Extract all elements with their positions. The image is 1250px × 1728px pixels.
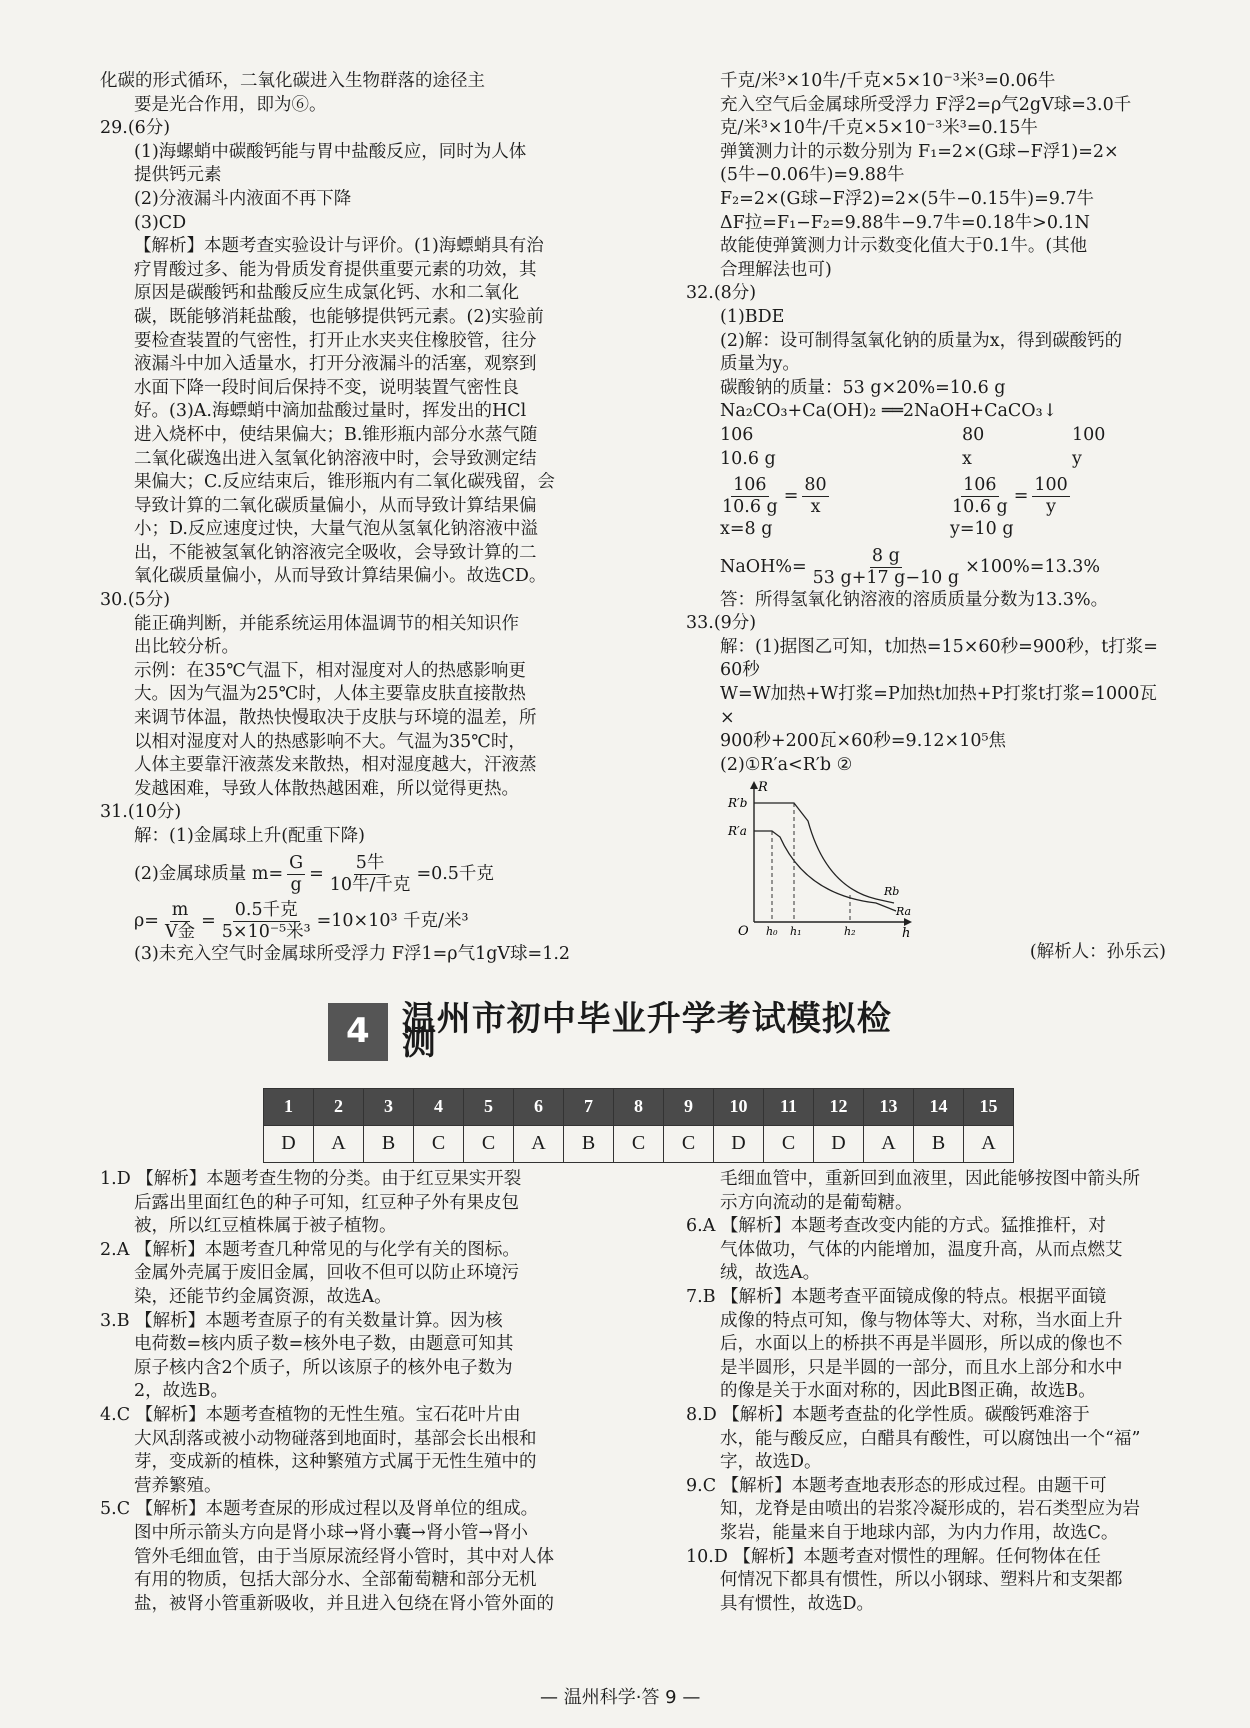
question-number: 13	[864, 1089, 914, 1126]
text-line: (5牛−0.06牛)=9.88牛	[720, 165, 905, 186]
text-line: 要检查装置的气密性，打开止水夹夹住橡胶管，往分	[134, 330, 537, 351]
text-line: 出比较分析。	[134, 637, 239, 658]
text-line: 碳，既能够消耗盐酸，也能够提供钙元素。(2)实验前	[134, 306, 544, 327]
text-line: 具有惯性，故选D。	[720, 1593, 875, 1614]
denominator: 5×10⁻⁵米³	[221, 921, 311, 942]
fraction	[287, 853, 305, 896]
text-line: 电荷数=核内质子数=核外电子数，由题意可知其	[134, 1334, 514, 1355]
ratio-value: 10.6 g	[720, 448, 776, 469]
answer-cell: A	[964, 1126, 1014, 1163]
text-line: 5.C 【解析】本题考查尿的形成过程以及肾单位的组成。	[100, 1499, 539, 1520]
answer-cell: C	[464, 1126, 514, 1163]
text-line: 水，能与酸反应，白醋具有酸性，可以腐蚀出一个“福”	[720, 1428, 1141, 1449]
question-number: 4	[414, 1089, 464, 1126]
question-number: 12	[814, 1089, 864, 1126]
question-number: 5	[464, 1089, 514, 1126]
question-number: 3	[364, 1089, 414, 1126]
text-line: 疗胃酸过多、能为骨质发育提供重要元素的功效，其	[134, 259, 537, 280]
y-axis-label: R	[758, 780, 768, 796]
text-line: 碳酸钠的质量：53 g×20%=10.6 g	[720, 377, 1006, 398]
answer-item	[686, 1168, 1166, 1215]
text-line: 盐，被肾小管重新吸收，并且进入包绕在肾小管外面的	[134, 1593, 554, 1614]
text-line: 6.A 【解析】本题考查改变内能的方式。猛推推杆，对	[686, 1216, 1106, 1237]
x-tick-label: h₀	[766, 925, 778, 938]
answer-cell: A	[864, 1126, 914, 1163]
fraction	[802, 475, 828, 518]
text-line: 以相对湿度对人的热感影响不大。气温为35℃时，	[134, 731, 526, 752]
text-line: 成像的特点可知，像与物体等大、对称，当水面上升	[720, 1310, 1123, 1331]
text-line: 芽，变成新的植株，这种繁殖方式属于无性生殖中的	[134, 1452, 537, 1473]
text-line: 千克/米³×10牛/千克×5×10⁻³米³=0.06牛	[720, 71, 1056, 91]
text-line: 人体主要靠汗液蒸发来散热，相对湿度越大，汗液蒸	[134, 755, 537, 776]
denominator: y	[1046, 497, 1057, 518]
text-line: 克/米³×10牛/千克×5×10⁻³米³=0.15牛	[720, 118, 1038, 139]
q33-head: 33.(9分)	[686, 613, 757, 634]
question-number: 10	[714, 1089, 764, 1126]
left-top-column	[100, 70, 610, 966]
text-line: (2)①R′a<R′b ②	[720, 754, 853, 775]
q31-head: 31.(10分)	[100, 802, 182, 823]
text-line: 解：(1)据图乙可知，t加热=15×60秒=900秒，t打浆=	[720, 636, 1158, 657]
numerator: G	[289, 852, 304, 873]
question-number: 9	[664, 1089, 714, 1126]
text-line: 氧化碳质量偏小，从而导致计算结果偏小。故选CD。	[134, 566, 547, 587]
section-banner	[328, 999, 908, 1063]
fraction	[950, 475, 1010, 518]
answer-cell: A	[514, 1126, 564, 1163]
credit-line: (解析人：孙乐云)	[1029, 942, 1166, 963]
ratio-value: x	[962, 448, 972, 469]
formula-text: ×100%=13.3%	[965, 556, 1101, 577]
text-line: 2.A 【解析】本题考查几种常见的与化学有关的图标。	[100, 1239, 520, 1260]
text-line: 弹簧测力计的示数分别为 F₁=2×(G球−F浮1)=2×	[720, 141, 1119, 162]
numerator: 5牛	[355, 852, 385, 873]
text-line: 900秒+200瓦×60秒=9.12×10⁵焦	[720, 731, 1006, 752]
text-line: (3)未充入空气时金属球所受浮力 F浮1=ρ气1gV球=1.2	[134, 943, 571, 964]
denominator: g	[290, 874, 302, 895]
answer-item	[686, 1215, 1166, 1286]
text-line: 二氧化碳逸出进入氢氧化钠溶液中时，会导致测定结	[134, 448, 537, 469]
q29-answer: (3)CD	[134, 212, 187, 233]
q29-answer: (1)海螺蛸中碳酸钙能与胃中盐酸反应，同时为人体	[134, 141, 527, 162]
text-line: 绒，故选A。	[720, 1263, 821, 1284]
question-number: 1	[264, 1089, 314, 1126]
question-number: 8	[614, 1089, 664, 1126]
text-line: 60秒	[720, 660, 760, 681]
left-bottom-column	[100, 1168, 610, 1616]
text-line: 来调节体温，散热快慢取决于皮肤与环境的温差，所	[134, 708, 537, 729]
q31-body	[100, 825, 610, 966]
text-line: 出，不能被氢氧化钠溶液完全吸收，会导致计算的二	[134, 542, 537, 563]
text-line: 字，故选D。	[720, 1452, 822, 1473]
section-number: 4	[328, 1003, 388, 1061]
result: x=8 g	[720, 519, 773, 540]
text-line: 1.D 【解析】本题考查生物的分类。由于红豆果实开裂	[100, 1169, 522, 1189]
proportion: $\frac{106}{10.6 g}$ = $\frac{100}{y}$	[952, 475, 1068, 518]
q31-continued	[686, 70, 1166, 282]
answer-cell: C	[414, 1126, 464, 1163]
text-line: W=W加热+W打浆=P加热t加热+P打浆t打浆=1000瓦×	[720, 684, 1157, 728]
denominator: 10.6 g	[722, 497, 778, 518]
text-line: 原因是碳酸钙和盐酸反应生成氯化钙、水和二氧化	[134, 283, 519, 304]
ratio-row	[720, 448, 1166, 472]
numerator: 80	[804, 475, 827, 496]
text-line: 好。(3)A.海螵蛸中滴加盐酸过量时，挥发出的HCl	[134, 401, 527, 422]
answer-item	[686, 1546, 1166, 1617]
q29-analysis	[100, 235, 610, 589]
text-line: 3.B 【解析】本题考查原子的有关数量计算。因为核	[100, 1310, 503, 1331]
question-number: 14	[914, 1089, 964, 1126]
text-line: 营养繁殖。	[134, 1475, 222, 1496]
text-line: 8.D 【解析】本题考查盐的化学性质。碳酸钙难溶于	[686, 1404, 1090, 1425]
answer-cell: C	[664, 1126, 714, 1163]
ratio-row	[720, 424, 1166, 448]
fraction	[328, 853, 413, 896]
section-title: 温州市初中毕业升学考试模拟检测	[401, 999, 892, 1063]
text-line: 充入空气后金属球所受浮力 F浮2=ρ气2gV球=3.0千	[720, 94, 1132, 115]
text-line: 被，所以红豆植株属于被子植物。	[134, 1216, 397, 1237]
table-header-row	[264, 1089, 1014, 1126]
text-line: (2)解：设可制得氢氧化钠的质量为x，得到碳酸钙的	[720, 330, 1123, 351]
text-line: 浆岩，能量来自于地球内部，为内力作用，故选C。	[720, 1522, 1119, 1543]
text-line: 【解析】本题考查实验设计与评价。(1)海螵蛸具有治	[134, 236, 544, 257]
result-row	[720, 518, 1166, 542]
text-line: 管外毛细血管，由于当原尿流经肾小管时，其中对人体	[134, 1546, 554, 1567]
text-line: 小；D.反应速度过快，大量气泡从氢氧化钠溶液中溢	[134, 519, 538, 540]
answer-cell: D	[264, 1126, 314, 1163]
text-line: 水面下降一段时间后保持不变，说明装置气密性良	[134, 377, 519, 398]
text-line: ΔF拉=F₁−F₂=9.88牛−9.7牛=0.18牛>0.1N	[720, 212, 1090, 233]
text-line: 能正确判断，并能系统运用体温调节的相关知识作	[134, 613, 519, 634]
fraction	[1032, 475, 1069, 518]
answer-cell: B	[564, 1126, 614, 1163]
text-line: 原子核内含2个质子，所以该原子的核外电子数为	[134, 1357, 513, 1378]
formula-text: =10×10³ 千克/米³	[316, 910, 469, 931]
ratio-value: 80	[962, 424, 985, 445]
text-line: 果偏大；C.反应结束后，锥形瓶内有二氧化碳残留，会	[134, 472, 555, 493]
text-line: 染，还能节约金属资源，故选A。	[134, 1286, 392, 1307]
chemical-equation: Na₂CO₃+Ca(OH)₂ ══2NaOH+CaCO₃↓	[720, 401, 1058, 422]
text-line: 答：所得氢氧化钠溶液的溶质质量分数为13.3%。	[720, 589, 1109, 610]
text-line: 进入烧杯中，使结果偏大；B.锥形瓶内部分水蒸气随	[134, 424, 538, 445]
x-tick-label: h₁	[790, 925, 802, 938]
text-line: 大风刮落或被小动物碰落到地面时，基部会长出根和	[134, 1428, 537, 1449]
denominator: 10.6 g	[952, 497, 1008, 518]
text-line: 气体做功，气体的内能增加，温度升高，从而点燃艾	[720, 1239, 1123, 1260]
text-line: 是半圆形，只是半圆的一部分，而且水上部分和水中	[720, 1357, 1123, 1378]
ratio-value: y	[1072, 448, 1082, 469]
text-line: 后露出里面红色的种子可知，红豆种子外有果皮包	[134, 1192, 519, 1213]
x-tick-label: h₂	[844, 925, 856, 938]
formula-line	[720, 546, 1166, 589]
q29-answer: 提供钙元素	[134, 165, 222, 186]
x-axis-label: h	[902, 926, 911, 938]
text-line: 图中所示箭头方向是肾小球→肾小囊→肾小管→肾小	[134, 1522, 528, 1543]
text-line: 合理解法也可)	[720, 259, 832, 280]
question-number: 15	[964, 1089, 1014, 1126]
text-line: 质量为y。	[720, 354, 800, 375]
q30-head: 30.(5分)	[100, 590, 171, 611]
formula-text: (2)金属球质量 m=	[134, 863, 284, 884]
numerator: 106	[963, 475, 997, 496]
answer-item	[100, 1239, 610, 1310]
denominator: 53 g+17 g−10 g	[812, 567, 960, 588]
numerator: 106	[733, 475, 767, 496]
answer-cell: D	[714, 1126, 764, 1163]
q30-body	[100, 613, 610, 802]
ratio-value: 100	[1072, 424, 1106, 445]
text-line: 发越困难，导致人体散热越困难，所以觉得更热。	[134, 778, 519, 799]
denominator: V金	[164, 921, 196, 942]
text-line: 7.B 【解析】本题考查平面镜成像的特点。根据平面镜	[686, 1286, 1107, 1307]
right-bottom-column	[686, 1168, 1166, 1616]
text-line: 金属外壳属于废旧金属，回收不但可以防止环境污	[134, 1263, 519, 1284]
intro-line: 化碳的形式循环，二氧化碳进入生物群落的途径主	[100, 71, 485, 91]
origin-label: O	[738, 924, 749, 938]
answer-item	[100, 1404, 610, 1498]
numerator: m	[171, 899, 189, 920]
text-line: 液漏斗中加入适量水，打开分液漏斗的活塞，观察到	[134, 354, 537, 375]
answer-item	[100, 1498, 610, 1616]
answer-item	[100, 1168, 610, 1239]
right-top-column	[686, 70, 1166, 965]
proportion: $\frac{106}{10.6 g}$ = $\frac{80}{x}$	[722, 475, 827, 518]
fraction	[811, 546, 961, 589]
formula-line: ρ= $\frac{m}{\text{V金}}$ = $\frac{\text{0.5千克}}{\text{5×10⁻⁵米³}}$ =10×10³ 千克/米³	[134, 899, 469, 942]
numerator: 100	[1034, 475, 1068, 496]
formula-text: NaOH%=	[720, 556, 807, 577]
q32-body	[686, 306, 1166, 612]
text-line: 的像是关于水面对称的，因此B图正确，故选B。	[720, 1381, 1096, 1402]
answer-item	[686, 1286, 1166, 1404]
question-number: 2	[314, 1089, 364, 1126]
intro-line: 要是光合作用，即为⑥。	[134, 94, 327, 115]
text-line: 导致计算的二氧化碳质量偏小，从而导致计算结果偏	[134, 495, 537, 516]
answer-cell: C	[614, 1126, 664, 1163]
answer-cell: D	[814, 1126, 864, 1163]
text-line: (1)BDE	[720, 306, 785, 327]
fraction	[720, 475, 780, 518]
fraction	[220, 900, 313, 943]
answer-cell: B	[914, 1126, 964, 1163]
denominator: x	[810, 497, 821, 518]
curve-rb	[754, 803, 894, 903]
text-line: 2，故选B。	[134, 1381, 228, 1402]
text-line: 9.C 【解析】本题考查地表形态的形成过程。由题干可	[686, 1475, 1107, 1496]
proportion-row	[720, 475, 1166, 518]
answer-cell: A	[314, 1126, 364, 1163]
answer-item	[686, 1404, 1166, 1475]
y-tick-label: R′a	[728, 824, 747, 839]
text-line: 毛细血管中，重新回到血液里，因此能够按图中箭头所	[720, 1169, 1140, 1189]
x-axis-arrow	[904, 918, 912, 926]
text-line: 何情况下都具有惯性，所以小钢球、塑料片和支架都	[720, 1570, 1123, 1591]
question-number: 6	[514, 1089, 564, 1126]
ratio-value: 106	[720, 424, 754, 445]
y-axis-arrow	[750, 781, 758, 789]
answer-table	[263, 1088, 1014, 1163]
text-line: 4.C 【解析】本题考查植物的无性生殖。宝石花叶片由	[100, 1404, 521, 1425]
question-number: 11	[764, 1089, 814, 1126]
formula-text: ρ=	[134, 910, 159, 931]
text-line: 10.D 【解析】本题考查对惯性的理解。任何物体在任	[686, 1546, 1101, 1567]
curve-label: Ra	[896, 905, 912, 919]
question-number: 7	[564, 1089, 614, 1126]
q33-body	[686, 636, 1166, 938]
y-tick-label: R′b	[728, 796, 748, 811]
text-line: F₂=2×(G球−F浮2)=2×(5牛−0.15牛)=9.7牛	[720, 188, 1095, 209]
text-line: 示例：在35℃气温下，相对湿度对人的热感影响更	[134, 660, 526, 681]
formula-line: (2)金属球质量 m= $\frac{G}{g}$ = $\frac{\text{5牛}}{\text{10牛/千克}}$ =0.5千克	[134, 852, 494, 895]
text-line: 解：(1)金属球上升(配重下降)	[134, 826, 365, 846]
page-footer: — 温州科学·答 9 —	[540, 1687, 701, 1708]
text-line: 示方向流动的是葡萄糖。	[720, 1192, 913, 1213]
curve-label: Rb	[884, 885, 900, 899]
resistance-height-graph	[726, 777, 916, 937]
answer-cell: C	[764, 1126, 814, 1163]
q29-answer: (2)分液漏斗内液面不再下降	[134, 188, 352, 209]
answer-item	[686, 1475, 1166, 1546]
table-answer-row	[264, 1126, 1014, 1163]
text-line: 知，龙脊是由喷出的岩浆冷凝形成的，岩石类型应为岩	[720, 1499, 1140, 1520]
q29-head: 29.(6分)	[100, 118, 171, 139]
denominator: 10牛/千克	[329, 874, 411, 895]
q32-head: 32.(8分)	[686, 283, 757, 304]
numerator: 8 g	[871, 545, 900, 566]
text-line: 大。因为气温为25℃时，人体主要靠皮肤直接散热	[134, 684, 526, 705]
formula-text: =0.5千克	[416, 863, 494, 884]
numerator: 0.5千克	[234, 899, 298, 920]
text-line: 有用的物质，包括大部分水、全部葡萄糖和部分无机	[134, 1570, 537, 1591]
answer-item	[100, 1310, 610, 1404]
fraction	[163, 900, 197, 943]
answer-cell: B	[364, 1126, 414, 1163]
text-line: 后，水面以上的桥拱不再是半圆形，所以成的像也不	[720, 1334, 1123, 1355]
result: y=10 g	[950, 519, 1014, 540]
text-line: 故能使弹簧测力计示数变化值大于0.1牛。(其他	[720, 236, 1088, 257]
